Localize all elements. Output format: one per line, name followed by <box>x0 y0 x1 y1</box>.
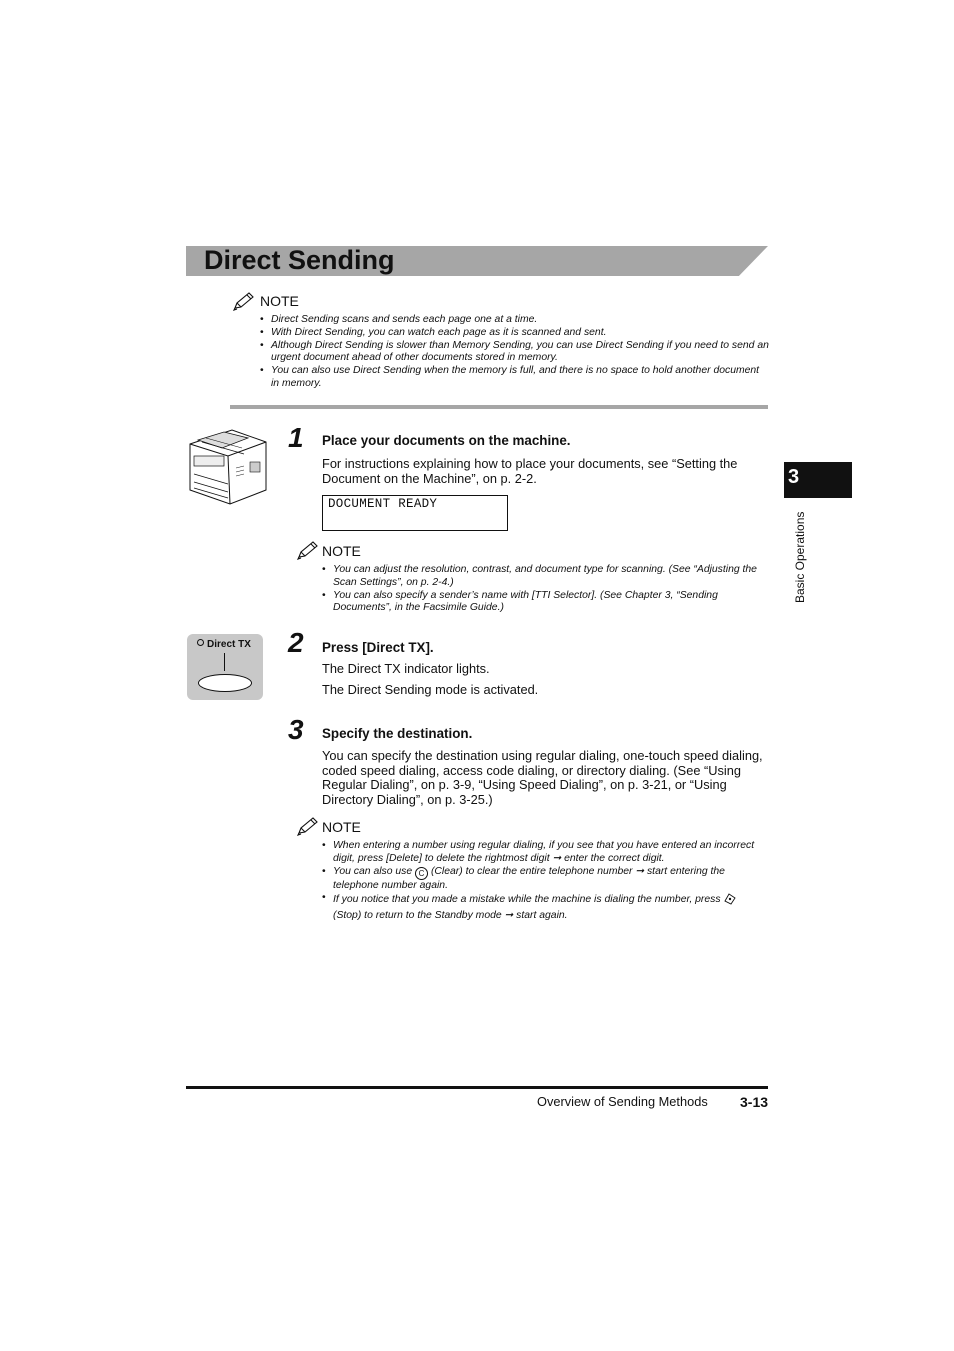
chapter-number: 3 <box>788 466 800 488</box>
pencil-note-icon <box>296 540 320 565</box>
step3-note-list <box>322 840 768 923</box>
pencil-note-icon <box>296 816 320 841</box>
clear-key-icon: C <box>415 867 428 880</box>
step-heading: Press [Direct TX]. <box>322 640 434 655</box>
step-heading: Place your documents on the machine. <box>322 433 571 448</box>
step-number: 2 <box>288 627 304 658</box>
page-title: Direct Sending <box>204 245 395 275</box>
footer-rule <box>186 1086 768 1089</box>
step-heading: Specify the destination. <box>322 726 473 741</box>
top-note-list <box>260 314 770 391</box>
list-item: • You can also specify a sender’s name with [TTI Selector]. (See Chapter 3, “Sending Documents”, in the Facsimile Guide.) <box>322 590 770 616</box>
fax-machine-illustration <box>184 424 270 513</box>
leader-line <box>224 653 225 671</box>
list-item: • You can also use C (Clear) to clear the entire telephone number ➞ start entering the telephone number again. <box>322 866 768 893</box>
note-label: NOTE <box>322 543 361 559</box>
section-divider <box>230 405 768 409</box>
note-label: NOTE <box>260 293 299 309</box>
button-oval-icon <box>198 674 252 692</box>
indicator-light-icon <box>197 639 204 646</box>
list-item: • If you notice that you made a mistake while the machine is dialing the number, press (Stop) to return to the Standby mode ➞ start again. <box>322 892 768 923</box>
chapter-label: Basic Operations <box>793 511 807 603</box>
step-number: 3 <box>288 714 304 745</box>
step1-note-list <box>322 564 770 615</box>
note-label: NOTE <box>322 819 361 835</box>
footer-section-title: Overview of Sending Methods <box>537 1094 708 1109</box>
step-body-line: The Direct Sending mode is activated. <box>322 682 539 697</box>
stop-key-icon <box>723 892 737 910</box>
page-number: 3-13 <box>740 1094 769 1110</box>
list-item: • With Direct Sending, you can watch each page as it is scanned and sent. <box>260 327 770 340</box>
button-label: Direct TX <box>207 639 251 650</box>
list-item: • When entering a number using regular dialing, if you see that you have entered an incorrect digit, press [Delete] to delete the rightmost digit ➞ enter the correct digit. <box>322 840 768 866</box>
direct-tx-button-illustration <box>187 634 263 700</box>
list-item: • Although Direct Sending is slower than Memory Sending, you can use Direct Sending if you need to send an urgent document ahead of other documents stored in memory. <box>260 340 770 366</box>
list-item: • You can also use Direct Sending when the memory is full, and there is no space to hold another document in memory. <box>260 365 770 391</box>
list-item: • You can adjust the resolution, contrast, and document type for scanning. (See “Adjusting the Scan Settings”, on p. 2-4.) <box>322 564 770 590</box>
display-panel <box>322 495 508 531</box>
display-message: DOCUMENT READY <box>328 497 438 511</box>
list-item: • Direct Sending scans and sends each page one at a time. <box>260 314 770 327</box>
step-body-line: The Direct TX indicator lights. <box>322 661 490 676</box>
pencil-note-icon <box>232 291 256 316</box>
chapter-tab <box>784 462 852 498</box>
step-number: 1 <box>288 422 304 453</box>
step-body: For instructions explaining how to place your documents, see “Setting the Document on the Machine”, on p. 2-2. <box>322 456 738 486</box>
step-body: You can specify the destination using regular dialing, one-touch speed dialing, coded speed dialing, access code dialing, or directory dialing. (See “Using Regular Dialing”, on p. 3-9, “Using Speed Dialing”, on p. 3-21, or “Using Directory Dialing”, on p. 3-25.) <box>322 748 763 807</box>
